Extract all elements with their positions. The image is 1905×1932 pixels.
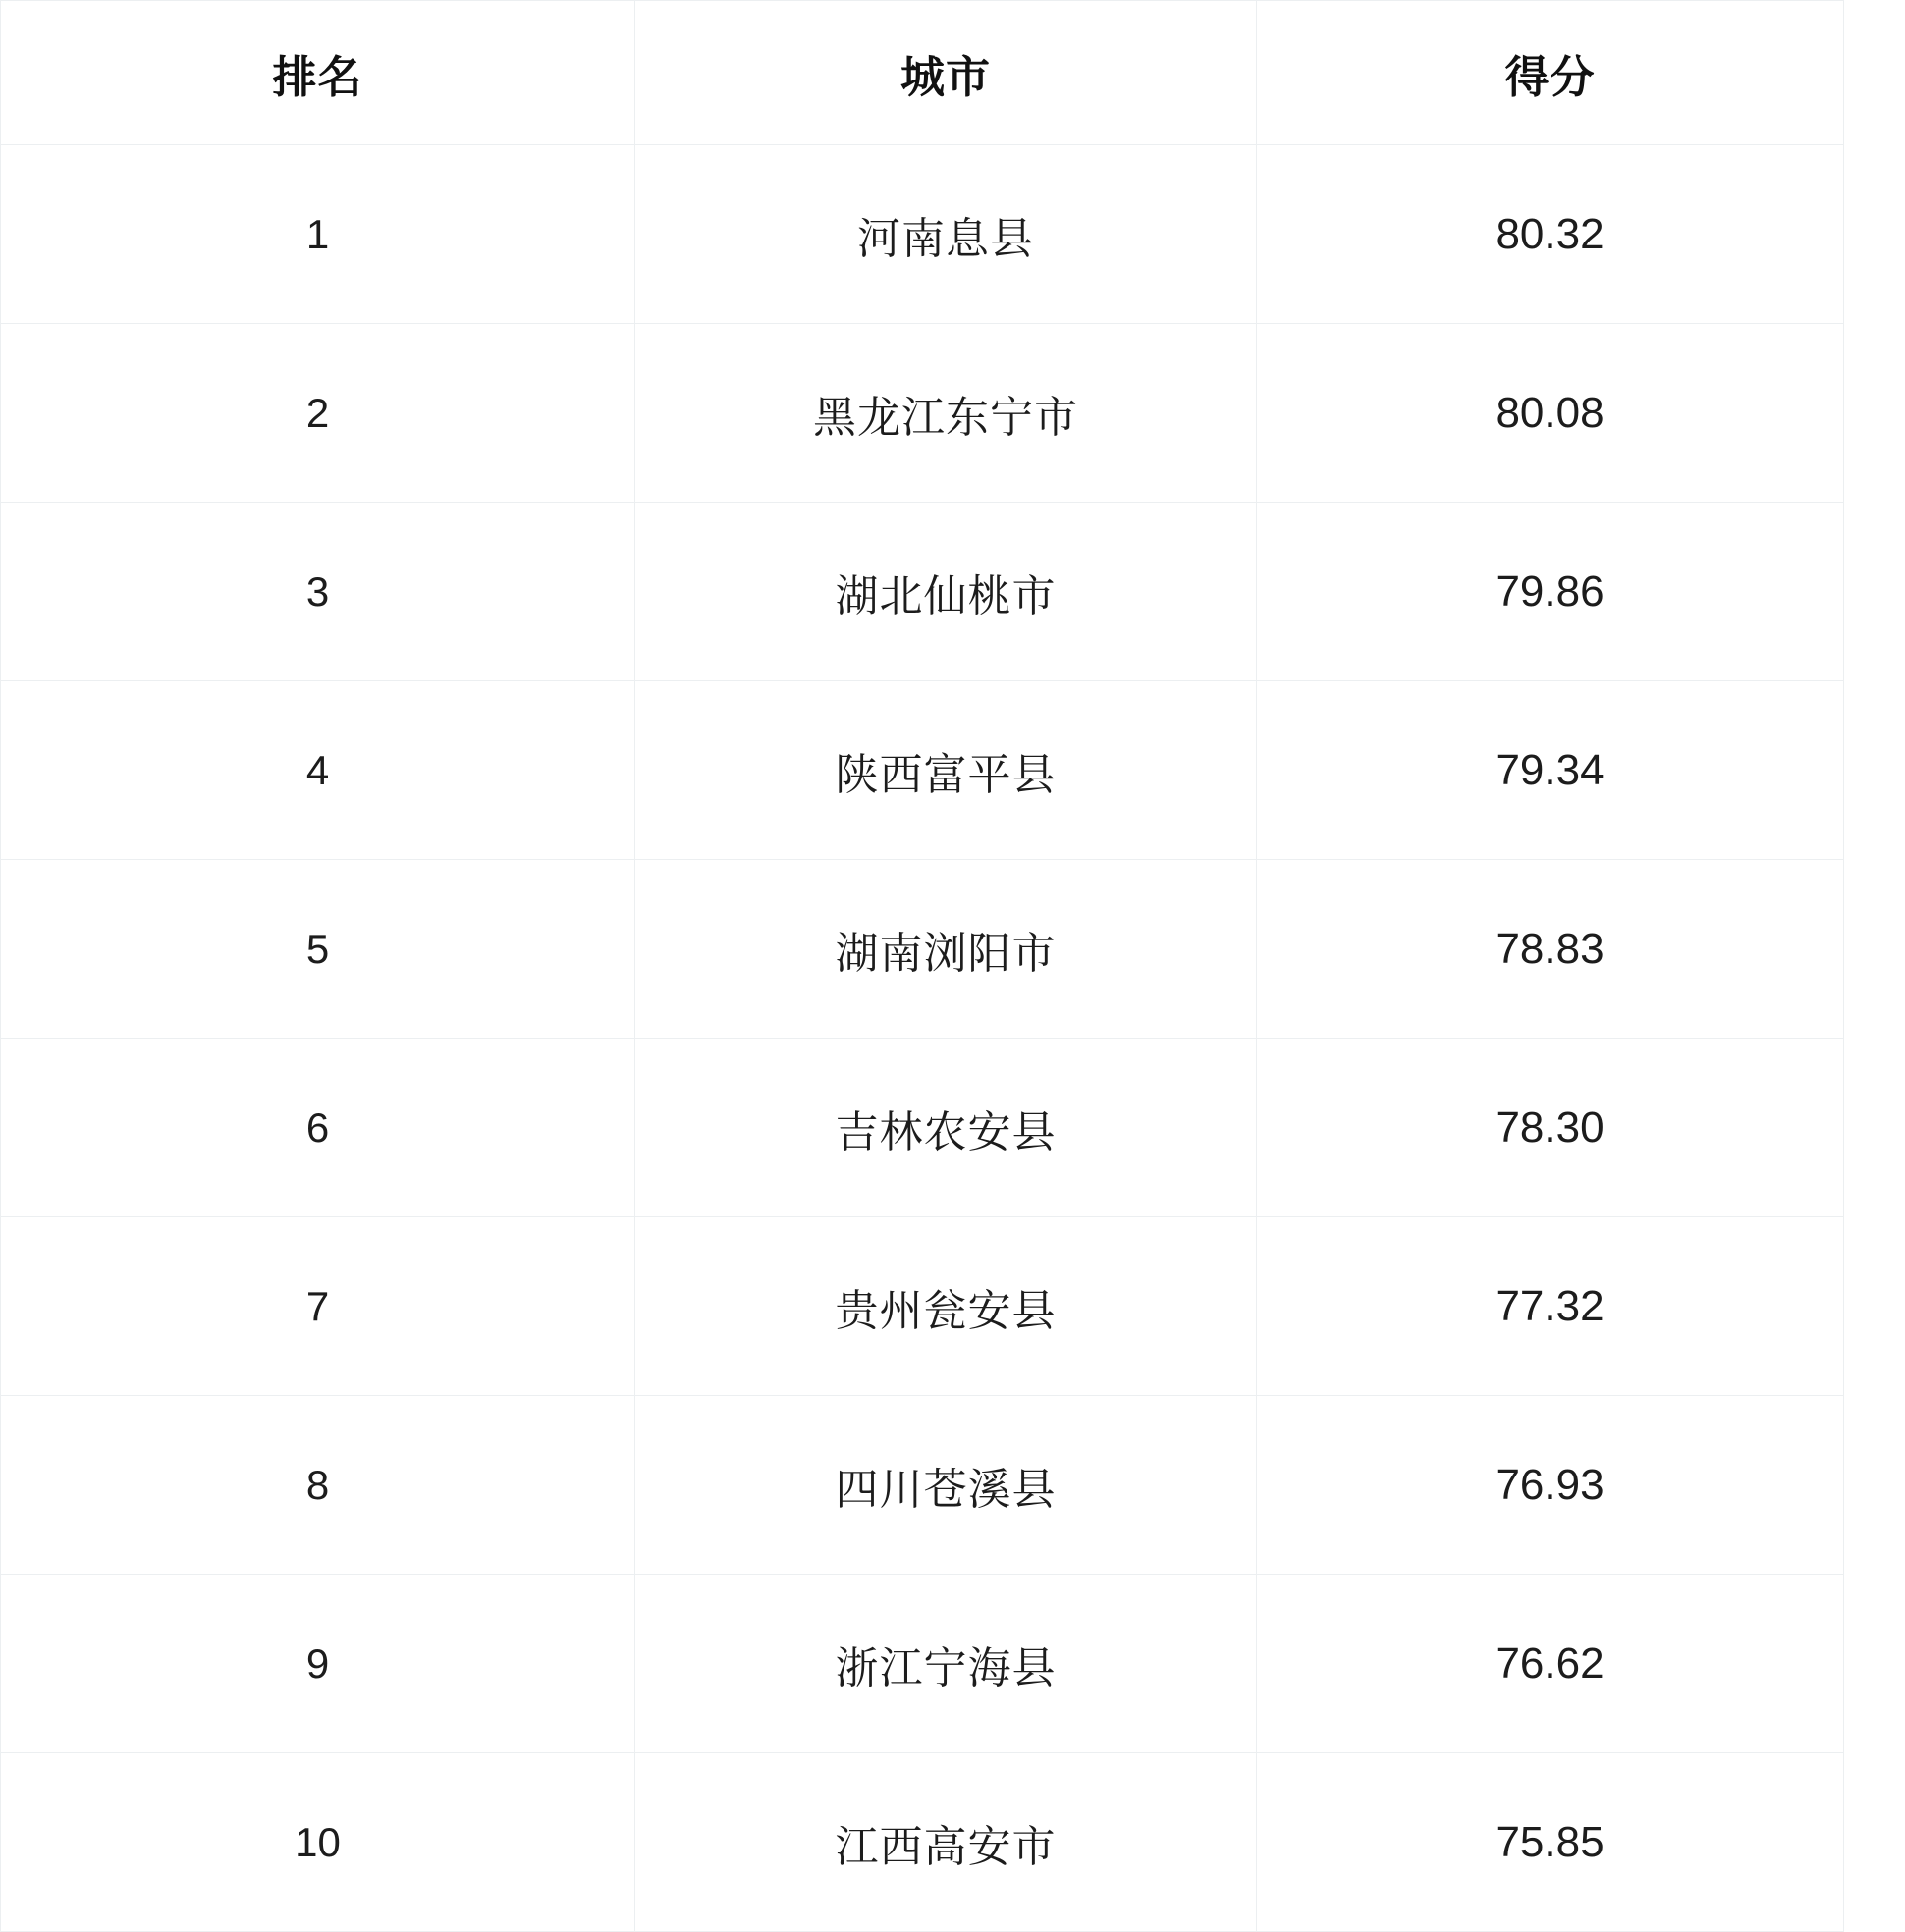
- table-header-row: [1, 1, 1844, 145]
- cell-score: 80.32: [1257, 145, 1844, 324]
- cell-city: 黑龙江东宁市: [635, 324, 1257, 503]
- table-row: [1, 145, 1844, 324]
- cell-city: 江西高安市: [635, 1753, 1257, 1932]
- table-row: [1, 324, 1844, 503]
- cell-score: 79.86: [1257, 503, 1844, 681]
- cell-rank: 2: [1, 324, 635, 503]
- cell-city: 四川苍溪县: [635, 1396, 1257, 1575]
- cell-score: 78.83: [1257, 860, 1844, 1039]
- table-row: [1, 681, 1844, 860]
- cell-city: 湖北仙桃市: [635, 503, 1257, 681]
- table-row: [1, 503, 1844, 681]
- cell-rank: 1: [1, 145, 635, 324]
- cell-rank: 6: [1, 1039, 635, 1217]
- table-body: [1, 145, 1844, 1932]
- cell-city: 陕西富平县: [635, 681, 1257, 860]
- column-header-score: 得分: [1257, 1, 1844, 145]
- cell-city: 浙江宁海县: [635, 1575, 1257, 1753]
- table-row: [1, 860, 1844, 1039]
- cell-rank: 3: [1, 503, 635, 681]
- cell-rank: 10: [1, 1753, 635, 1932]
- cell-city: 贵州瓮安县: [635, 1217, 1257, 1396]
- cell-rank: 8: [1, 1396, 635, 1575]
- cell-score: 80.08: [1257, 324, 1844, 503]
- table-row: [1, 1575, 1844, 1753]
- cell-score: 75.85: [1257, 1753, 1844, 1932]
- cell-city: 吉林农安县: [635, 1039, 1257, 1217]
- cell-rank: 9: [1, 1575, 635, 1753]
- cell-rank: 4: [1, 681, 635, 860]
- table-row: [1, 1217, 1844, 1396]
- cell-score: 76.93: [1257, 1396, 1844, 1575]
- cell-score: 79.34: [1257, 681, 1844, 860]
- cell-rank: 7: [1, 1217, 635, 1396]
- cell-city: 河南息县: [635, 145, 1257, 324]
- cell-score: 78.30: [1257, 1039, 1844, 1217]
- cell-rank: 5: [1, 860, 635, 1039]
- table-row: [1, 1039, 1844, 1217]
- column-header-city: 城市: [635, 1, 1257, 145]
- cell-score: 77.32: [1257, 1217, 1844, 1396]
- table-header: [1, 1, 1844, 145]
- column-header-rank: 排名: [1, 1, 635, 145]
- table-row: [1, 1396, 1844, 1575]
- table-row: [1, 1753, 1844, 1932]
- cell-city: 湖南浏阳市: [635, 860, 1257, 1039]
- cell-score: 76.62: [1257, 1575, 1844, 1753]
